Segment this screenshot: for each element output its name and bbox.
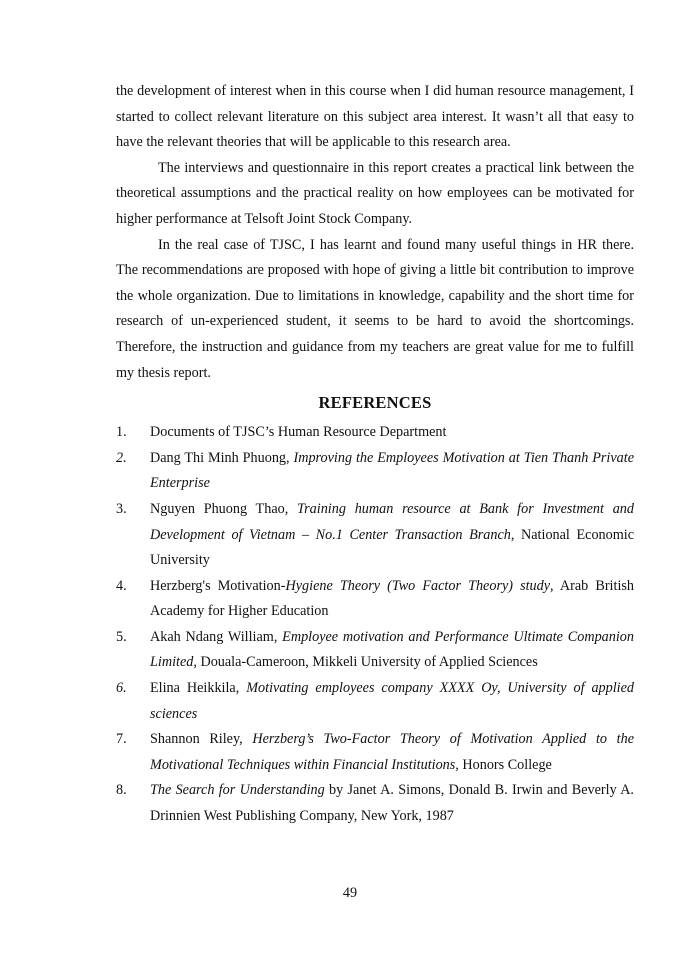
reference-title: Employee motivation and Performance Ultimate Companion Limited	[150, 628, 634, 671]
reference-text: Nguyen Phuong Thao,	[150, 500, 298, 517]
paragraph-conclusion: In the real case of TJSC, I has learnt and found many useful things in HR there. The recommendations are proposed with hope of giving a little bit contribution to improve the whole organization. Due to limitations in knowledge, capability and the short time for research of un-experienced student, it seems to be hard to avoid the shortcomings. Therefore, the instruction and guidance from my teachers are great value for me to fulfill my thesis report.	[116, 236, 634, 381]
reference-title: Hygiene Theory (Two Factor Theory) study	[285, 577, 551, 594]
reference-item-6	[116, 676, 634, 727]
reference-number: 1.	[116, 424, 127, 441]
reference-item-4	[116, 574, 634, 625]
reference-text: Herzberg's Motivation-	[150, 577, 286, 594]
reference-number: 5.	[116, 628, 127, 645]
reference-item-5	[116, 625, 634, 676]
reference-text-after: , Honors College	[455, 756, 552, 773]
page-number: 49	[342, 885, 358, 901]
reference-text-after: by Janet A. Simons, Donald B. Irwin and Beverly A. Drinnien West Publishing Company, New York, 1987	[150, 782, 634, 825]
reference-number: 4.	[116, 577, 127, 594]
reference-number: 2.	[116, 449, 127, 466]
reference-text: Dang Thi Minh Phuong,	[150, 449, 294, 466]
reference-title: Training human resource at Bank for Investment and Development of Vietnam – No.1 Center Transaction Branch	[150, 500, 634, 543]
reference-item-8	[116, 778, 634, 829]
reference-text-after: , Arab British Academy for Higher Education	[150, 577, 634, 620]
reference-text: Shannon Riley,	[150, 731, 253, 748]
reference-item-1	[116, 420, 634, 446]
reference-item-7	[116, 727, 634, 778]
reference-item-3	[116, 497, 634, 574]
reference-title: Herzberg’s Two-Factor Theory of Motivation Applied to the Motivational Techniques within Financial Institutions	[150, 731, 634, 773]
paragraph-continuation: the development of interest when in this course when I did human resource management, I started to collect relevant literature on this subject area interest. It wasn’t all that easy to have the relevant theories that will be applicable to this research area.	[116, 83, 634, 151]
references-heading: REFERENCES	[318, 393, 432, 413]
reference-number: 3.	[116, 500, 127, 517]
reference-title: Motivating employees company XXXX Oy, University of applied sciences	[150, 680, 634, 722]
reference-number: 6.	[116, 680, 127, 697]
reference-text: Documents of TJSC’s Human Resource Department	[150, 424, 447, 441]
reference-number: 8.	[116, 782, 127, 799]
reference-text-after: , National Economic University	[150, 526, 635, 569]
reference-text-after: , Douala-Cameroon, Mikkeli University of Applied Sciences	[193, 654, 538, 671]
reference-title: The Search for Understanding	[150, 782, 325, 799]
reference-title: Improving the Employees Motivation at Tien Thanh Private Enterprise	[150, 449, 634, 492]
reference-text: Akah Ndang William,	[150, 628, 283, 645]
paragraph-interviews: The interviews and questionnaire in this report creates a practical link between the theoretical assumptions and the practical reality on how employees can be motivated for higher performance at Telsoft Joint Stock Company.	[116, 159, 634, 227]
document-page	[116, 79, 634, 830]
reference-item-2	[116, 446, 634, 497]
reference-number: 7.	[116, 731, 127, 748]
reference-text: Elina Heikkila,	[150, 680, 247, 697]
references-list	[116, 420, 634, 830]
